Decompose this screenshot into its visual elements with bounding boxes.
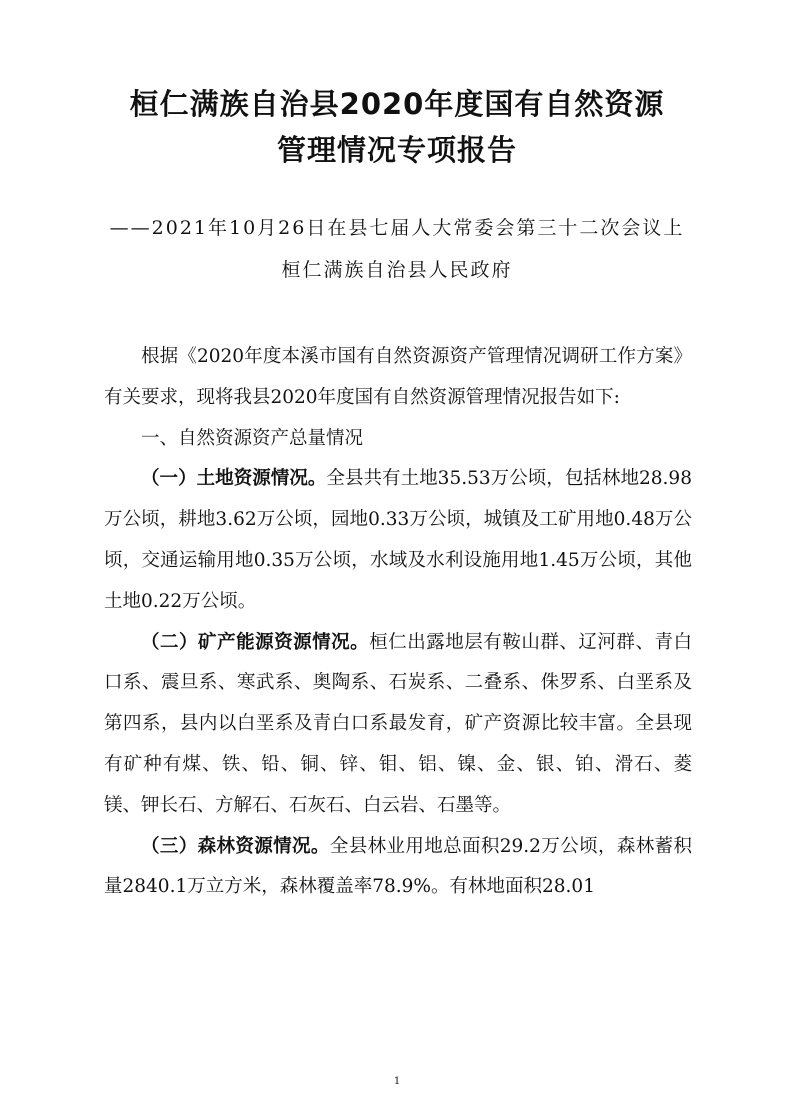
subtitle-meeting-line: ——2021年10月26日在县七届人大常委会第三十二次会议上 <box>109 217 685 239</box>
title-line-1: 桓仁满族自治县2020年度国有自然资源 <box>129 87 665 121</box>
subtitle-issuer-line: 桓仁满族自治县人民政府 <box>281 259 513 281</box>
mineral-resources-text: 桓仁出露地层有鞍山群、辽河群、青白口系、震旦系、寒武系、奥陶系、石炭系、二叠系、侏罗系、白垩系及第四系，县内以白垩系及青白口系最发育，矿产资源比较丰富。全县现有矿种有煤、铁、铅、铜、锌、钼、铝、镍、金、银、铂、滑石、菱镁、钾长石、方解石、石灰石、白云岩、石墨等。 <box>104 631 692 816</box>
forest-resources-text: 全县林业用地总面积29.2万公顷，森林蓄积量2840.1万立方米，森林覆盖率78.9%。有林地面积28.01 <box>104 835 692 898</box>
mineral-resources-paragraph <box>104 623 692 827</box>
report-body <box>104 337 692 908</box>
land-resources-text: 全县共有土地35.53万公顷，包括林地28.98万公顷，耕地3.62万公顷，园地0.33万公顷，城镇及工矿用地0.48万公顷，交通运输用地0.35万公顷，水域及水利设施用地1.45万公顷，其他土地0.22万公顷。 <box>104 468 692 612</box>
page-number: 1 <box>393 1076 401 1087</box>
forest-resources-paragraph <box>104 827 692 909</box>
intro-paragraph: 根据《2020年度本溪市国有自然资源资产管理情况调研工作方案》有关要求，现将我县2020年度国有自然资源管理情况报告如下: <box>104 346 692 408</box>
mineral-resources-lead: （二）矿产能源资源情况。 <box>141 631 370 653</box>
land-resources-lead: （一）土地资源情况。 <box>141 468 327 490</box>
section-1-heading: 一、自然资源资产总量情况 <box>141 427 364 449</box>
land-resources-paragraph <box>104 459 692 622</box>
title-line-2: 管理情况专项报告 <box>276 133 517 167</box>
forest-resources-lead: （三）森林资源情况。 <box>141 835 330 857</box>
